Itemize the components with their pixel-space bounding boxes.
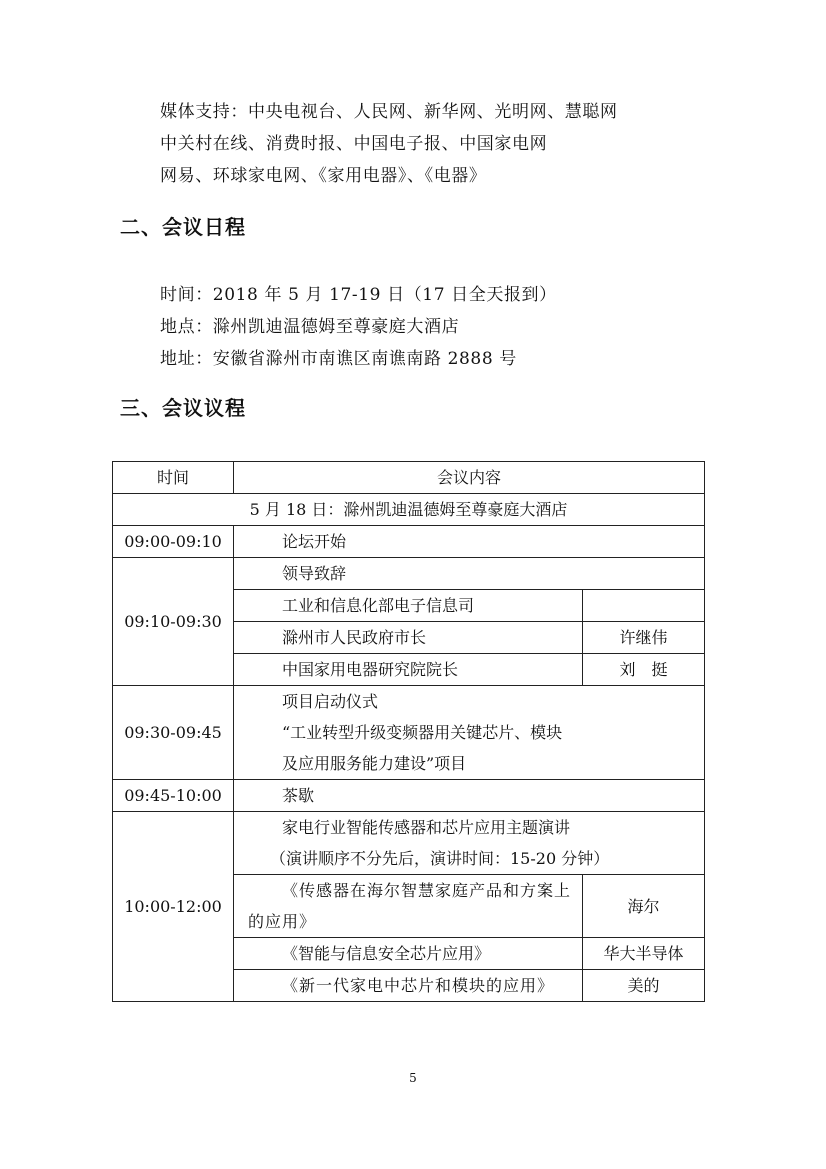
content-cell: 中国家用电器研究院院长 <box>234 654 583 686</box>
content-cell: 《智能与信息安全芯片应用》 <box>234 938 583 970</box>
speaker-cell: 华大半导体 <box>583 938 705 970</box>
time-cell: 09:45-10:00 <box>113 780 234 812</box>
speaker-cell: 许继伟 <box>583 622 705 654</box>
time-cell: 09:00-09:10 <box>113 526 234 558</box>
time-cell: 10:00-12:00 <box>113 812 234 1002</box>
talk-title: 《传感器在海尔智慧家庭产品和方案上的应用》 <box>248 881 572 931</box>
day-row <box>113 494 705 526</box>
content-cell <box>234 875 583 938</box>
section-3-heading: 三、会议议程 <box>120 396 246 420</box>
meeting-place: 地点：滁州凯迪温德姆至尊豪庭大酒店 <box>160 317 460 337</box>
content-cell: 滁州市人民政府市长 <box>234 622 583 654</box>
speaker-cell <box>583 590 705 622</box>
table-row <box>113 812 705 875</box>
talks-note: （演讲顺序不分先后，演讲时间：15-20 分钟） <box>270 849 610 868</box>
speaker-cell: 海尔 <box>583 875 705 938</box>
header-content: 会议内容 <box>234 462 705 494</box>
media-line-1: 媒体支持：中央电视台、人民网、新华网、光明网、慧聪网 <box>160 102 618 122</box>
section-2-heading: 二、会议日程 <box>120 215 246 239</box>
table-row <box>113 526 705 558</box>
table-row <box>113 558 705 590</box>
page-number: 5 <box>409 1071 417 1085</box>
time-cell: 09:30-09:45 <box>113 686 234 780</box>
media-line-3: 网易、环球家电网、《家用电器》、《电器》 <box>160 166 487 186</box>
day-label: 5 月 18 日：滁州凯迪温德姆至尊豪庭大酒店 <box>113 494 705 526</box>
talk-title: 《新一代家电中芯片和模块的应用》 <box>282 976 555 995</box>
content-cell: 工业和信息化部电子信息司 <box>234 590 583 622</box>
content-cell: 论坛开始 <box>234 526 705 558</box>
time-cell: 09:10-09:30 <box>113 558 234 686</box>
speaker-cell: 美的 <box>583 970 705 1002</box>
table-header-row <box>113 462 705 494</box>
meeting-time: 时间：2018 年 5 月 17-19 日（17 日全天报到） <box>160 285 557 305</box>
table-row <box>113 686 705 780</box>
header-time: 时间 <box>113 462 234 494</box>
project-line-1: “工业转型升级变频器用关键芯片、模块 <box>282 723 563 742</box>
media-line-2: 中关村在线、消费时报、中国电子报、中国家电网 <box>160 134 548 154</box>
speaker-cell: 刘 挺 <box>583 654 705 686</box>
agenda-table <box>112 461 705 1002</box>
content-cell <box>234 686 705 780</box>
project-title: 项目启动仪式 <box>282 692 379 711</box>
table-row <box>113 780 705 812</box>
meeting-address: 地址：安徽省滁州市南谯区南谯南路 2888 号 <box>160 349 517 369</box>
project-line-2: 及应用服务能力建设”项目 <box>282 754 467 773</box>
content-cell <box>234 812 705 875</box>
talks-title: 家电行业智能传感器和芯片应用主题演讲 <box>282 818 571 837</box>
content-cell <box>234 970 583 1002</box>
content-cell: 领导致辞 <box>234 558 705 590</box>
content-cell: 茶歇 <box>234 780 705 812</box>
